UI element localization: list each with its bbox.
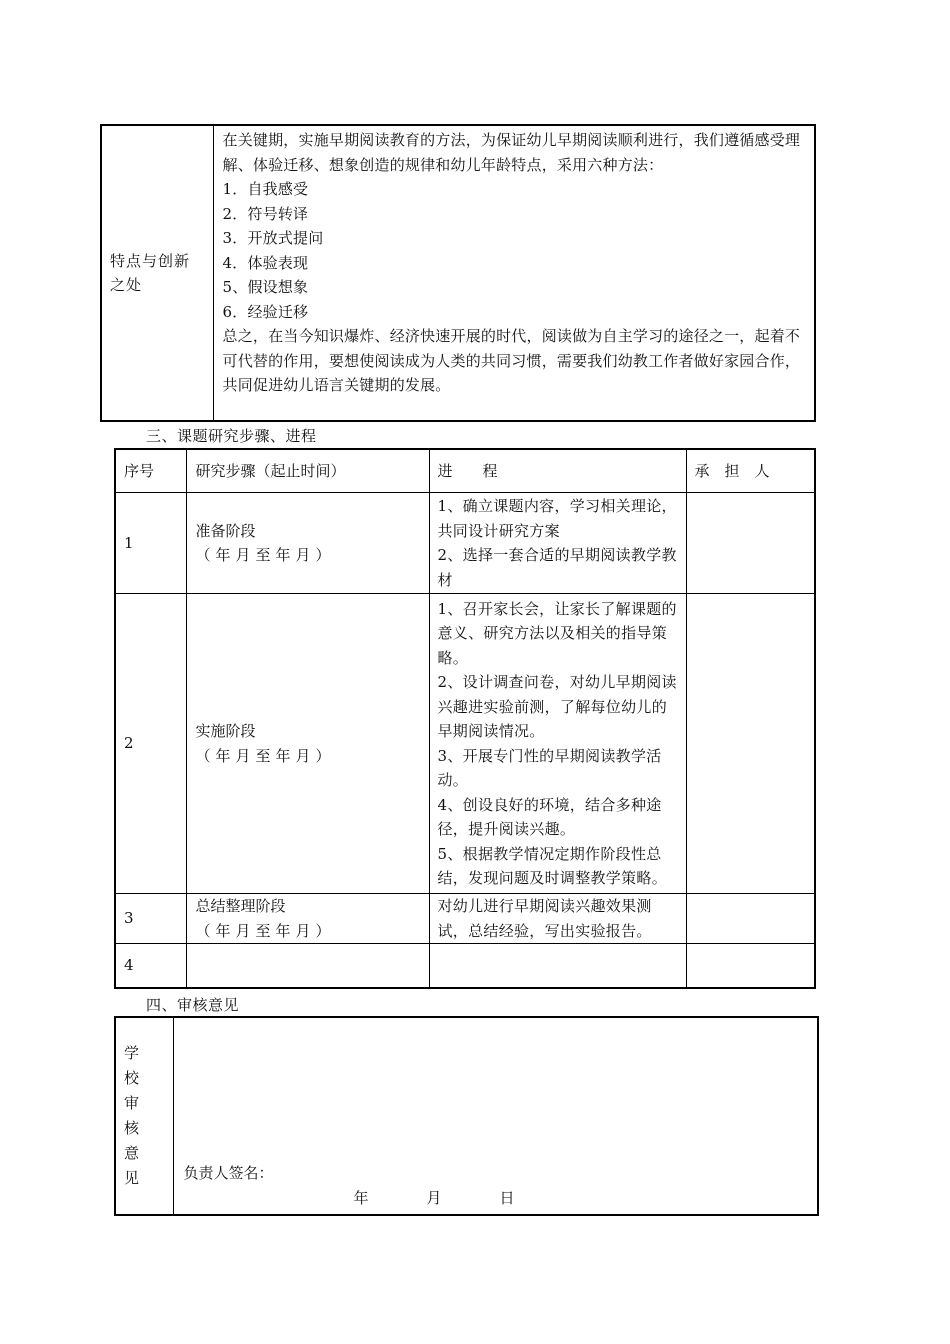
- progress-item: 对幼儿进行早期阅读兴趣效果测试，总结经验，写出实验报告。: [437, 897, 652, 940]
- section3-heading: 三、课题研究步骤、进程: [146, 427, 317, 445]
- row-owner: [686, 944, 815, 988]
- features-label: 特点与创新之处: [101, 125, 213, 421]
- row-no: 2: [115, 594, 186, 894]
- row-owner: [686, 894, 815, 944]
- features-content: [213, 125, 815, 421]
- row-progress: [429, 944, 686, 988]
- row-step: [186, 594, 429, 894]
- progress-item: 4、创设良好的环境，结合多种途径，提升阅读兴趣。: [437, 795, 662, 838]
- step-name: 准备阶段: [195, 521, 256, 540]
- method-item: 4．体验表现: [222, 253, 309, 272]
- table-header-row: [115, 449, 815, 493]
- table-row: [115, 493, 815, 594]
- progress-item: 1、召开家长会，让家长了解课题的意义、研究方法以及相关的指导策略。: [437, 599, 677, 667]
- header-no: 序号: [115, 449, 186, 493]
- step-period: （年月至年月）: [195, 921, 336, 940]
- method-item: 1．自我感受: [222, 180, 309, 198]
- progress-item: 2、选择一套合适的早期阅读教学教材: [437, 546, 677, 589]
- header-step: 研究步骤（起止时间）: [186, 449, 429, 493]
- review-table: [114, 1016, 819, 1216]
- features-intro: 在关键期，实施早期阅读教育的方法，为保证幼儿早期阅读顺利进行，我们遵循感受理解、体验迁移、想象创造的规律和幼儿年龄特点，采用六种方法：: [222, 131, 801, 174]
- method-item: 5、假设想象: [222, 278, 309, 296]
- row-no: 4: [115, 944, 186, 988]
- progress-item: 3、开展专门性的早期阅读教学活动。: [437, 746, 662, 789]
- review-label: 学校审核意见: [115, 1017, 173, 1215]
- progress-item: 1、确立课题内容，学习相关理论，共同设计研究方案: [437, 497, 677, 540]
- row-step: [186, 944, 429, 988]
- row-owner: [686, 594, 815, 894]
- progress-item: 5、根据教学情况定期作阶段性总结，发现问题及时调整教学策略。: [437, 844, 668, 887]
- row-no: 3: [115, 894, 186, 944]
- features-summary: 总之，在当今知识爆炸、经济快速开展的时代，阅读做为自主学习的途径之一，起着不可代替的作用，要想使阅读成为人类的共同习惯，需要我们幼教工作者做好家园合作，共同促进幼儿语言关键期的发展。: [222, 327, 801, 394]
- row-step: [186, 894, 429, 944]
- step-period: （年月至年月）: [195, 746, 336, 765]
- date-year: 年: [353, 1188, 369, 1207]
- table-row: [115, 894, 815, 944]
- progress-item: 2、设计调查问卷，对幼儿早期阅读兴趣进实验前测，了解每位幼儿的早期阅读情况。: [437, 673, 677, 740]
- step-period: （年月至年月）: [195, 546, 336, 564]
- method-item: 2．符号转译: [222, 204, 309, 223]
- header-owner: 承 担 人: [686, 449, 815, 493]
- header-progress: 进 程: [429, 449, 686, 493]
- research-steps-table: [114, 448, 816, 989]
- section4-heading: 四、审核意见: [146, 996, 240, 1014]
- row-step: [186, 493, 429, 594]
- row-progress: [429, 493, 686, 594]
- table-row: [115, 594, 815, 894]
- date-day: 日: [499, 1188, 515, 1207]
- step-name: 总结整理阶段: [195, 897, 286, 915]
- table-row: [115, 944, 815, 988]
- signature-label: 负责人签名：: [183, 1164, 274, 1182]
- features-table: [100, 124, 816, 422]
- row-no: 1: [115, 493, 186, 594]
- date-line: [184, 1186, 810, 1211]
- date-month: 月: [426, 1188, 442, 1207]
- step-name: 实施阶段: [195, 722, 256, 740]
- row-owner: [686, 493, 815, 594]
- row-progress: [429, 594, 686, 894]
- method-item: 6．经验迁移: [222, 302, 309, 321]
- row-progress: [429, 894, 686, 944]
- method-item: 3．开放式提问: [222, 229, 324, 247]
- review-body: [173, 1017, 818, 1215]
